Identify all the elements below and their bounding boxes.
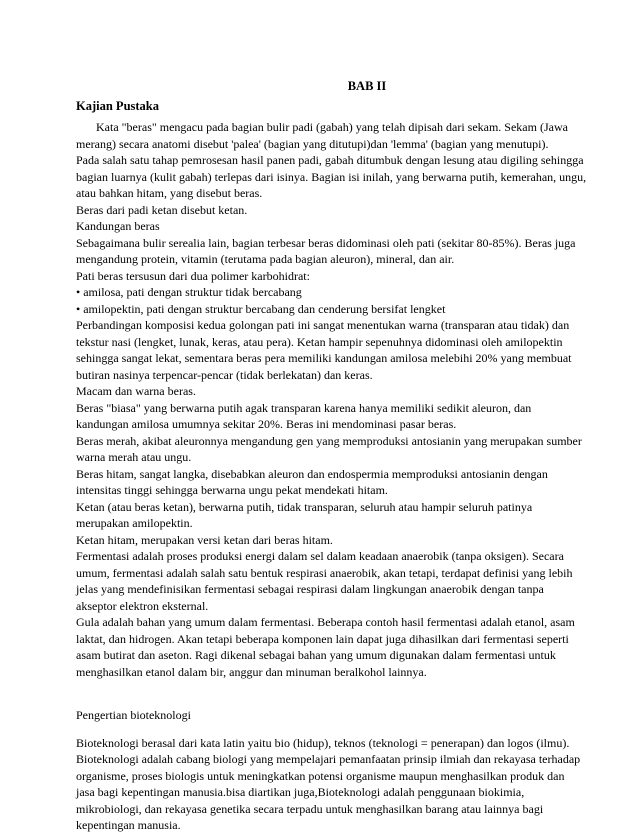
- text-line: Gula adalah bahan yang umum dalam fermentasi. Beberapa contoh hasil fermentasi adalah etanol, asam: [76, 615, 575, 629]
- text-line: asam butirat dan aseton. Ragi dikenal sebagai bahan yang umum digunakan dalam fermentasi untuk: [76, 648, 556, 662]
- text-line: Beras "biasa" yang berwarna putih agak transparan karena hanya memiliki sedikit aleuron, dan: [76, 400, 532, 415]
- text-line: Kata "beras" mengacu pada bagian bulir padi (gabah) yang telah dipisah dari sekam. Sekam (Jawa: [96, 120, 568, 134]
- text-line: Ketan (atau beras ketan), berwarna putih, tidak transparan, seluruh atau hampir seluruh patinya: [76, 499, 533, 514]
- chapter-heading: BAB II: [347, 79, 387, 93]
- text-line: mengandung protein, vitamin (terutama pada bagian aleuron), mineral, dan air.: [76, 252, 455, 266]
- text-line: butiran nasinya terpencar-pencar (tidak berlekatan) dan keras.: [76, 367, 373, 382]
- text-line: akseptor elektron eksternal.: [76, 598, 209, 613]
- subsection-title: Pengertian bioteknologi: [76, 708, 191, 722]
- text-line: Beras dari padi ketan disebut ketan.: [76, 202, 248, 217]
- body-text: [76, 735, 598, 834]
- spacer: [76, 724, 598, 735]
- text-line: Macam dan warna beras.: [76, 384, 196, 398]
- text-line: tekstur nasi (lengket, lunak, keras, atau pera). Ketan hampir sepenuhnya didominasi oleh amilopektin: [76, 334, 563, 349]
- text-line: kandungan amilosa umumnya sekitar 20%. Beras ini mendominasi pasar beras.: [76, 417, 457, 431]
- text-line: Sebagaimana bulir serealia lain, bagian terbesar beras didominasi oleh pati (sekitar 80-85%). Beras juga: [76, 235, 576, 250]
- text-line: laktat, dan hidrogen. Akan tetapi beberapa komponen lain dapat juga dihasilkan dari fermentasi seperti: [76, 631, 569, 646]
- text-line: merupakan amilopektin.: [76, 516, 193, 530]
- spacer: [76, 680, 598, 696]
- text-line: Pada salah satu tahap pemrosesan hasil panen padi, gabah ditumbuk dengan lesung atau digiling sehingga: [76, 153, 584, 167]
- text-line: • amilosa, pati dengan struktur tidak bercabang: [76, 285, 302, 299]
- text-line: mikrobiologi, dan rekayasa genetika secara terpadu untuk menghasilkan barang atau lainnya bagi: [76, 801, 544, 816]
- text-line: Beras hitam, sangat langka, disebabkan aleuron dan endospermia memproduksi antosianin dengan: [76, 466, 548, 481]
- text-line: umum, fermentasi adalah salah satu bentuk respirasi anaerobik, akan tetapi, terdapat definisi yang lebih: [76, 565, 573, 580]
- text-line: merang) secara anatomi disebut 'palea' (bagian yang ditutupi)dan 'lemma' (bagian yang menutupi).: [76, 136, 549, 151]
- text-line: warna merah atau ungu.: [76, 450, 192, 464]
- text-line: • amilopektin, pati dengan struktur bercabang dan cenderung bersifat lengket: [76, 301, 446, 316]
- text-line: bagian luarnya (kulit gabah) terlepas dari isinya. Bagian isi inilah, yang berwarna putih, kemerahan, ungu,: [76, 169, 587, 184]
- spacer: [76, 696, 598, 707]
- body-text: [76, 119, 598, 680]
- text-line: jelas yang mendefinisikan fermentasi sebagai respirasi dalam lingkungan anaerobik dengan tanpa: [76, 582, 544, 596]
- text-line: jasa bagi kepentingan manusia.bisa diartikan juga,Bioteknologi adalah penggunaan biokimia,: [76, 785, 525, 799]
- text-line: Beras merah, akibat aleuronnya mengandung gen yang memproduksi antosianin yang merupakan sumber: [76, 433, 582, 448]
- text-line: menghasilkan etanol dalam bir, anggur dan minuman beralkohol lainnya.: [76, 664, 427, 679]
- text-line: Kandungan beras: [76, 219, 160, 233]
- text-line: Bioteknologi adalah cabang biologi yang mempelajari pemanfaatan prinsip ilmiah dan rekayasa terhadap: [76, 752, 581, 766]
- text-line: Ketan hitam, merupakan versi ketan dari beras hitam.: [76, 532, 333, 547]
- text-line: Bioteknologi berasal dari kata latin yaitu bio (hidup), teknos (teknologi = penerapan) dan logos (ilmu).: [76, 735, 570, 750]
- text-line: intensitas tinggi sehingga berwarna ungu pekat mendekati hitam.: [76, 483, 388, 497]
- text-line: organisme, proses biologis untuk meningkatkan potensi organisme maupun menghasilkan produk dan: [76, 768, 565, 783]
- section-title: Kajian Pustaka: [76, 99, 160, 113]
- text-line: kepentingan manusia.: [76, 818, 181, 832]
- text-line: Pati beras tersusun dari dua polimer karbohidrat:: [76, 268, 310, 283]
- text-line: Perbandingan komposisi kedua golongan pati ini sangat menentukan warna (transparan atau tidak) dan: [76, 318, 570, 332]
- text-line: Fermentasi adalah proses produksi energi dalam sel dalam keadaan anaerobik (tanpa oksigen). Secara: [76, 549, 564, 563]
- text-line: atau bahkan hitam, yang disebut beras.: [76, 186, 263, 200]
- text-line: sehingga sangat lekat, sementara beras pera memiliki kandungan amilosa melebihi 20% yang membuat: [76, 351, 572, 365]
